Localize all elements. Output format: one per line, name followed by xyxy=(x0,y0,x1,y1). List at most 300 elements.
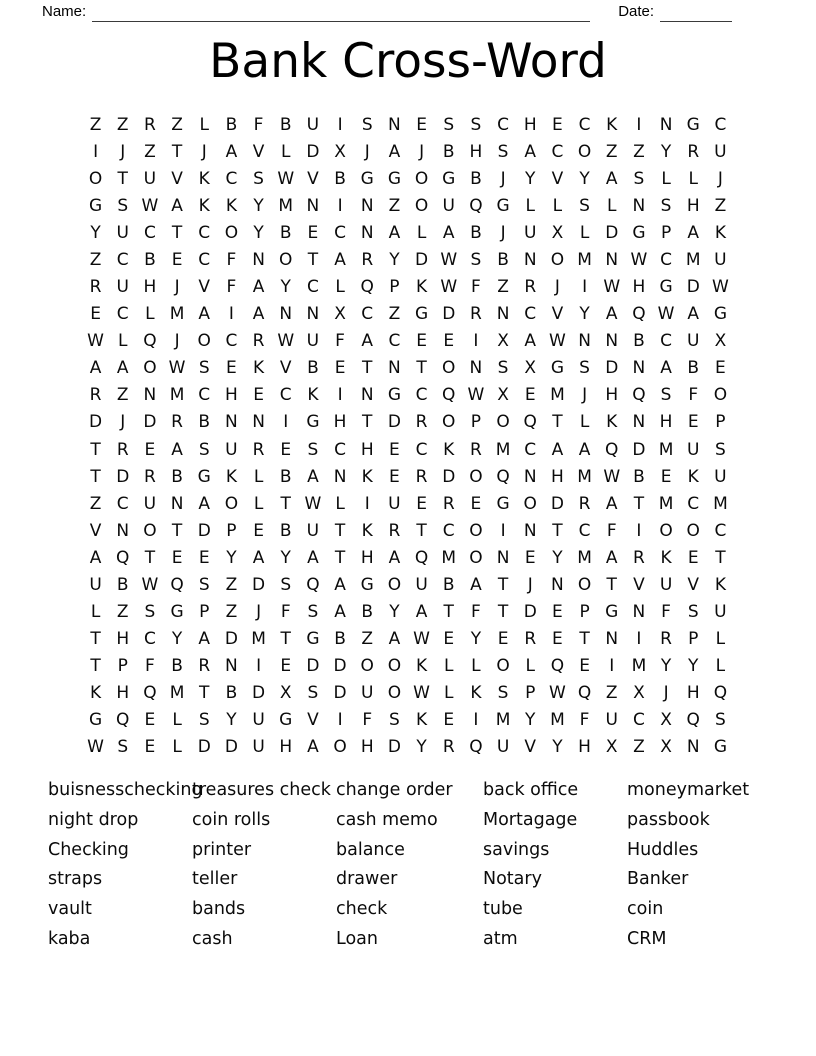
grid-letter-r8c22: W xyxy=(657,304,675,325)
grid-letter-r18c13: U xyxy=(415,574,428,595)
grid-letter-r17c20: A xyxy=(605,547,618,568)
grid-letter-r20c10: B xyxy=(334,629,346,650)
grid-letter-r16c23: O xyxy=(686,520,700,541)
grid-letter-r1c22: N xyxy=(659,114,673,135)
grid-letter-r5c10: C xyxy=(334,222,346,243)
grid-letter-r12c24: P xyxy=(715,412,726,433)
grid-letter-r2c1: I xyxy=(93,141,99,162)
grid-letter-r21c11: O xyxy=(360,656,374,677)
grid-letter-r1c18: E xyxy=(552,114,563,135)
word-item: moneymarket xyxy=(627,780,750,800)
grid-letter-r13c19: A xyxy=(578,439,591,460)
grid-letter-r2c13: J xyxy=(419,141,425,162)
grid-letter-r24c11: H xyxy=(360,737,374,758)
grid-letter-r4c10: I xyxy=(337,195,343,216)
grid-letter-r8c16: N xyxy=(496,304,510,325)
grid-letter-r20c14: E xyxy=(443,629,455,650)
grid-letter-r14c15: O xyxy=(469,466,483,487)
grid-letter-r3c24: J xyxy=(717,168,723,189)
grid-letter-r22c14: L xyxy=(444,683,454,704)
grid-letter-r4c4: A xyxy=(171,195,183,216)
grid-letter-r23c13: K xyxy=(415,710,428,731)
grid-letter-r5c15: B xyxy=(470,222,482,243)
grid-letter-r9c21: B xyxy=(633,331,645,352)
grid-letter-r20c2: H xyxy=(116,629,130,650)
grid-letter-r1c16: C xyxy=(497,114,509,135)
grid-letter-r1c13: E xyxy=(416,114,427,135)
grid-letter-r2c19: O xyxy=(577,141,592,162)
grid-letter-r18c16: T xyxy=(497,574,509,595)
grid-letter-r3c5: K xyxy=(198,168,210,189)
grid-letter-r20c20: N xyxy=(605,629,619,650)
grid-letter-r5c6: O xyxy=(224,222,239,243)
grid-letter-r1c23: G xyxy=(686,114,700,135)
grid-letter-r12c12: D xyxy=(387,412,401,433)
grid-letter-r17c23: E xyxy=(687,547,699,568)
word-item: savings xyxy=(483,839,550,860)
grid-letter-r23c2: Q xyxy=(116,710,130,731)
word-item: Mortagage xyxy=(483,809,578,830)
grid-letter-r10c2: A xyxy=(116,358,129,379)
grid-letter-r15c14: R xyxy=(442,493,455,514)
grid-letter-r9c6: C xyxy=(225,331,238,352)
grid-letter-r4c19: S xyxy=(579,195,590,216)
grid-letter-r9c5: O xyxy=(197,331,211,352)
grid-letter-r5c16: J xyxy=(500,222,506,243)
grid-letter-r7c5: V xyxy=(198,277,211,298)
word-list-column-1 xyxy=(48,776,203,955)
word-item: drawer xyxy=(336,869,398,890)
grid-letter-r17c22: K xyxy=(660,547,672,568)
grid-letter-r19c11: B xyxy=(361,602,374,623)
grid-letter-r15c7: L xyxy=(253,493,264,514)
grid-letter-r17c4: E xyxy=(171,547,183,568)
grid-letter-r19c19: P xyxy=(579,602,590,623)
grid-letter-r17c16: N xyxy=(496,547,510,568)
grid-letter-r22c11: U xyxy=(361,683,374,704)
grid-letter-r6c9: T xyxy=(307,249,319,270)
grid-letter-r15c4: N xyxy=(170,493,184,514)
word-item: coin rolls xyxy=(192,809,271,830)
grid-letter-r11c3: N xyxy=(143,385,157,406)
grid-letter-r14c6: K xyxy=(225,466,237,487)
grid-letter-r2c4: T xyxy=(171,141,183,162)
grid-letter-r24c17: V xyxy=(524,737,537,758)
grid-letter-r8c14: D xyxy=(442,304,456,325)
grid-letter-r10c22: A xyxy=(660,358,672,379)
grid-letter-r18c1: U xyxy=(89,574,102,595)
word-item: night drop xyxy=(48,809,139,830)
grid-letter-r5c8: B xyxy=(279,222,292,243)
grid-letter-r10c14: O xyxy=(442,358,456,379)
grid-letter-r5c18: X xyxy=(551,222,564,243)
grid-letter-r16c3: O xyxy=(143,520,157,541)
grid-letter-r8c12: Z xyxy=(388,304,401,325)
name-label: Name: xyxy=(42,3,87,20)
grid-letter-r4c6: K xyxy=(225,195,237,216)
grid-letter-r5c24: K xyxy=(714,222,726,243)
grid-letter-r4c3: W xyxy=(141,195,159,216)
grid-letter-r8c8: N xyxy=(279,304,293,325)
grid-letter-r22c20: Z xyxy=(605,683,618,704)
word-item: Huddles xyxy=(627,839,699,860)
grid-letter-r8c15: R xyxy=(470,304,482,325)
grid-letter-r4c9: N xyxy=(306,195,320,216)
grid-letter-r16c20: F xyxy=(606,520,617,541)
grid-letter-r12c6: N xyxy=(225,412,238,433)
grid-letter-r19c15: F xyxy=(471,602,481,623)
grid-letter-r23c4: L xyxy=(172,710,182,731)
word-item: buisnesschecking xyxy=(48,780,203,800)
grid-letter-r14c19: M xyxy=(577,466,592,487)
word-item: teller xyxy=(192,869,238,890)
grid-letter-r21c19: E xyxy=(579,656,590,677)
grid-letter-r3c3: U xyxy=(143,168,157,189)
grid-letter-r1c15: S xyxy=(470,114,482,135)
grid-letter-r7c13: K xyxy=(415,277,428,298)
grid-letter-r3c22: L xyxy=(661,168,671,189)
grid-letter-r10c1: A xyxy=(89,358,102,379)
grid-letter-r24c10: O xyxy=(333,737,347,758)
grid-letter-r10c18: G xyxy=(550,358,564,379)
grid-letter-r8c20: A xyxy=(605,304,618,325)
grid-letter-r15c8: T xyxy=(280,493,291,514)
grid-letter-r20c9: G xyxy=(306,629,320,650)
grid-letter-r22c22: J xyxy=(663,683,669,704)
grid-letter-r9c2: L xyxy=(118,331,128,352)
grid-letter-r23c7: U xyxy=(252,710,265,731)
grid-letter-r24c15: Q xyxy=(469,737,483,758)
grid-letter-r13c16: M xyxy=(495,439,511,460)
grid-letter-r16c17: N xyxy=(523,520,537,541)
grid-letter-r11c21: Q xyxy=(632,385,646,406)
grid-letter-r12c19: L xyxy=(579,412,590,433)
grid-letter-r6c11: R xyxy=(361,249,374,270)
grid-letter-r11c24: O xyxy=(713,385,728,406)
grid-letter-r14c20: W xyxy=(603,466,621,487)
grid-letter-r13c22: M xyxy=(658,439,674,460)
grid-letter-r15c6: O xyxy=(224,493,239,514)
grid-letter-r6c12: Y xyxy=(389,249,400,270)
grid-letter-r4c1: G xyxy=(88,195,103,216)
grid-letter-r14c5: G xyxy=(197,466,211,487)
grid-letter-r17c12: A xyxy=(388,547,401,568)
grid-letter-r17c7: A xyxy=(252,547,265,568)
grid-letter-r13c2: R xyxy=(116,439,129,460)
grid-letter-r3c11: G xyxy=(360,168,374,189)
grid-letter-r8c23: A xyxy=(687,304,700,325)
grid-letter-r20c8: T xyxy=(280,629,291,650)
grid-letter-r9c3: Q xyxy=(143,331,157,352)
word-item: Loan xyxy=(336,928,378,949)
word-item: treasures check xyxy=(192,780,331,800)
grid-letter-r3c23: L xyxy=(688,168,698,189)
grid-letter-r9c20: N xyxy=(605,331,619,352)
grid-letter-r4c7: Y xyxy=(253,195,264,216)
grid-letter-r22c21: X xyxy=(633,683,645,704)
grid-letter-r20c16: E xyxy=(497,629,509,650)
grid-letter-r13c9: S xyxy=(307,439,319,460)
grid-letter-r15c21: T xyxy=(633,493,645,514)
grid-letter-r9c13: E xyxy=(416,331,427,352)
grid-letter-r15c23: C xyxy=(687,493,700,514)
grid-letter-r15c18: D xyxy=(550,493,564,514)
grid-letter-r13c8: E xyxy=(280,439,292,460)
grid-letter-r19c6: Z xyxy=(225,602,238,623)
grid-letter-r18c11: G xyxy=(360,574,374,595)
grid-letter-r16c16: I xyxy=(500,520,506,541)
grid-letter-r11c18: M xyxy=(550,385,565,406)
grid-letter-r4c15: Q xyxy=(469,195,483,216)
grid-letter-r12c8: I xyxy=(283,412,289,433)
grid-letter-r11c7: E xyxy=(253,385,264,406)
grid-letter-r15c10: L xyxy=(335,493,345,514)
grid-letter-r9c15: I xyxy=(473,331,479,352)
grid-letter-r14c21: B xyxy=(633,466,645,487)
grid-letter-r22c10: D xyxy=(333,683,347,704)
grid-letter-r17c9: A xyxy=(307,547,319,568)
grid-letter-r13c11: H xyxy=(360,439,374,460)
grid-letter-r24c20: X xyxy=(605,737,618,758)
grid-letter-r1c7: F xyxy=(253,114,264,135)
grid-letter-r5c9: E xyxy=(307,222,319,243)
grid-letter-r8c3: L xyxy=(145,304,155,325)
grid-letter-r23c3: E xyxy=(144,710,156,731)
grid-letter-r23c23: Q xyxy=(686,710,700,731)
grid-letter-r7c2: U xyxy=(116,277,129,298)
word-item: passbook xyxy=(627,809,710,830)
grid-letter-r23c11: F xyxy=(362,710,373,731)
grid-letter-r7c1: R xyxy=(89,277,102,298)
grid-letter-r20c3: C xyxy=(143,629,156,650)
grid-letter-r11c22: S xyxy=(660,385,672,406)
grid-letter-r13c3: E xyxy=(144,439,156,460)
grid-letter-r22c6: B xyxy=(225,683,238,704)
grid-letter-r12c7: N xyxy=(252,412,265,433)
grid-letter-r19c2: Z xyxy=(116,602,129,623)
grid-letter-r16c11: K xyxy=(361,520,373,541)
grid-letter-r5c13: L xyxy=(416,222,427,243)
grid-letter-r3c15: B xyxy=(470,168,482,189)
grid-letter-r5c22: P xyxy=(660,222,672,243)
grid-letter-r20c4: Y xyxy=(171,629,183,650)
grid-letter-r4c5: K xyxy=(198,195,210,216)
grid-letter-r17c3: T xyxy=(144,547,156,568)
grid-letter-r8c6: I xyxy=(228,304,234,325)
word-item: cash memo xyxy=(336,809,438,830)
grid-letter-r15c15: E xyxy=(470,493,482,514)
grid-letter-r1c5: L xyxy=(199,114,209,135)
grid-letter-r24c21: Z xyxy=(633,737,645,758)
grid-letter-r10c4: W xyxy=(168,358,186,379)
grid-letter-r7c24: W xyxy=(712,277,729,298)
word-item: back office xyxy=(483,780,579,800)
grid-letter-r12c5: B xyxy=(198,412,211,433)
grid-letter-r5c20: D xyxy=(605,222,619,243)
grid-letter-r8c5: A xyxy=(198,304,211,325)
grid-letter-r16c12: R xyxy=(388,520,401,541)
grid-letter-r17c17: E xyxy=(524,547,536,568)
grid-letter-r24c16: U xyxy=(496,737,510,758)
grid-letter-r22c8: X xyxy=(279,683,292,704)
grid-letter-r9c23: U xyxy=(687,331,700,352)
grid-letter-r14c4: B xyxy=(171,466,183,487)
grid-letter-r3c8: W xyxy=(277,168,295,189)
word-item: Banker xyxy=(627,869,689,890)
grid-letter-r1c19: C xyxy=(578,114,591,135)
grid-letter-r5c2: U xyxy=(116,222,129,243)
grid-letter-r8c9: N xyxy=(306,304,320,325)
word-item: coin xyxy=(627,899,664,920)
grid-letter-r6c3: B xyxy=(144,249,156,270)
word-item: atm xyxy=(483,928,518,949)
grid-letter-r6c21: W xyxy=(630,249,648,270)
grid-letter-r19c21: N xyxy=(632,602,646,623)
grid-letter-r23c1: G xyxy=(88,710,103,731)
grid-letter-r18c24: K xyxy=(714,574,726,595)
grid-letter-r17c1: A xyxy=(89,547,102,568)
grid-letter-r24c23: N xyxy=(686,737,700,758)
grid-letter-r9c17: A xyxy=(524,331,537,352)
grid-letter-r22c4: M xyxy=(169,683,185,704)
grid-letter-r17c2: Q xyxy=(116,547,130,568)
grid-letter-r10c10: E xyxy=(334,358,346,379)
word-list-column-3 xyxy=(336,776,480,955)
grid-letter-r24c13: Y xyxy=(416,737,427,758)
grid-letter-r18c17: J xyxy=(527,574,533,595)
grid-letter-r2c18: C xyxy=(551,141,564,162)
grid-letter-r13c23: U xyxy=(687,439,700,460)
grid-letter-r7c12: P xyxy=(389,277,400,298)
grid-letter-r4c12: Z xyxy=(388,195,401,216)
grid-letter-r4c23: H xyxy=(686,195,700,216)
grid-letter-r12c3: D xyxy=(143,412,157,433)
grid-letter-r22c9: S xyxy=(307,683,319,704)
grid-letter-r2c23: R xyxy=(687,141,700,162)
grid-letter-r24c6: D xyxy=(224,737,238,758)
grid-letter-r21c4: B xyxy=(171,656,183,677)
word-item: bands xyxy=(192,899,246,920)
grid-letter-r4c17: L xyxy=(525,195,535,216)
grid-letter-r13c17: C xyxy=(524,439,537,460)
grid-letter-r12c21: N xyxy=(632,412,646,433)
grid-letter-r8c13: G xyxy=(414,304,429,325)
grid-letter-r19c13: A xyxy=(415,602,428,623)
grid-letter-r8c11: C xyxy=(361,304,374,325)
grid-letter-r21c2: P xyxy=(117,656,128,677)
grid-letter-r15c24: M xyxy=(713,493,728,514)
word-list-column-2 xyxy=(192,776,336,955)
grid-letter-r5c4: T xyxy=(171,222,183,243)
grid-letter-r13c5: S xyxy=(198,439,210,460)
date-label: Date: xyxy=(618,3,655,20)
grid-letter-r3c21: S xyxy=(633,168,645,189)
grid-letter-r1c2: Z xyxy=(116,114,129,135)
grid-letter-r7c16: Z xyxy=(497,277,509,298)
grid-letter-r21c5: R xyxy=(198,656,211,677)
grid-letter-r22c15: K xyxy=(470,683,482,704)
grid-letter-r23c9: V xyxy=(307,710,319,731)
grid-letter-r15c1: Z xyxy=(89,493,102,514)
grid-letter-r18c5: S xyxy=(198,574,210,595)
grid-letter-r14c14: D xyxy=(442,466,456,487)
grid-letter-r18c8: S xyxy=(280,574,292,595)
grid-letter-r7c17: R xyxy=(524,277,537,298)
grid-letter-r11c14: Q xyxy=(442,385,456,406)
grid-letter-r16c13: T xyxy=(416,520,427,541)
grid-letter-r22c16: S xyxy=(497,683,509,704)
grid-letter-r19c8: F xyxy=(280,602,291,623)
grid-letter-r14c7: L xyxy=(253,466,264,487)
grid-letter-r6c8: O xyxy=(279,249,293,270)
grid-letter-r22c1: K xyxy=(90,683,102,704)
grid-letter-r12c23: E xyxy=(687,412,699,433)
grid-letter-r15c3: U xyxy=(143,493,157,514)
grid-letter-r7c22: G xyxy=(659,277,673,298)
grid-letter-r18c4: Q xyxy=(170,574,184,595)
grid-letter-r5c14: A xyxy=(442,222,455,243)
grid-letter-r14c16: Q xyxy=(496,466,510,487)
grid-letter-r5c1: Y xyxy=(90,222,101,243)
grid-letter-r13c7: R xyxy=(252,439,265,460)
grid-letter-r7c14: W xyxy=(440,277,458,298)
grid-letter-r23c18: M xyxy=(550,710,565,731)
grid-letter-r18c14: B xyxy=(442,574,455,595)
word-item: cash xyxy=(192,928,233,949)
grid-letter-r7c6: F xyxy=(226,277,237,298)
grid-letter-r9c12: C xyxy=(388,331,401,352)
grid-letter-r21c21: M xyxy=(631,656,647,677)
grid-letter-r10c5: S xyxy=(198,358,210,379)
grid-letter-r24c9: A xyxy=(307,737,319,758)
grid-letter-r16c8: B xyxy=(279,520,292,541)
grid-letter-r19c16: T xyxy=(497,602,509,623)
grid-letter-r11c10: I xyxy=(337,385,343,406)
letter-grid xyxy=(82,111,734,761)
grid-letter-r14c11: K xyxy=(361,466,373,487)
grid-letter-r4c8: M xyxy=(278,195,294,216)
grid-letter-r7c4: J xyxy=(174,277,180,298)
grid-letter-r12c20: K xyxy=(606,412,618,433)
grid-letter-r4c22: S xyxy=(660,195,672,216)
grid-letter-r10c23: B xyxy=(687,358,700,379)
grid-letter-r1c6: B xyxy=(225,114,238,135)
grid-letter-r24c22: X xyxy=(660,737,672,758)
grid-letter-r11c12: G xyxy=(387,385,401,406)
grid-letter-r6c5: C xyxy=(198,249,211,270)
grid-letter-r15c13: E xyxy=(416,493,427,514)
grid-letter-r17c24: T xyxy=(715,547,726,568)
grid-letter-r10c24: E xyxy=(715,358,726,379)
grid-letter-r10c19: S xyxy=(579,358,590,379)
grid-letter-r12c2: J xyxy=(120,412,126,433)
grid-letter-r10c3: O xyxy=(143,358,157,379)
grid-letter-r9c11: A xyxy=(361,331,374,352)
grid-letter-r8c4: M xyxy=(169,304,185,325)
grid-letter-r14c8: B xyxy=(279,466,292,487)
grid-letter-r15c5: A xyxy=(198,493,211,514)
grid-letter-r2c17: A xyxy=(524,141,537,162)
grid-letter-r24c1: W xyxy=(87,737,104,758)
grid-letter-r18c15: A xyxy=(470,574,482,595)
grid-letter-r24c7: U xyxy=(252,737,265,758)
grid-letter-r8c1: E xyxy=(90,304,101,325)
grid-letter-r21c24: L xyxy=(715,656,726,677)
grid-letter-r21c23: Y xyxy=(688,656,699,677)
grid-letter-r21c12: O xyxy=(387,656,402,677)
grid-letter-r15c11: I xyxy=(364,493,370,514)
grid-letter-r23c16: M xyxy=(495,710,511,731)
